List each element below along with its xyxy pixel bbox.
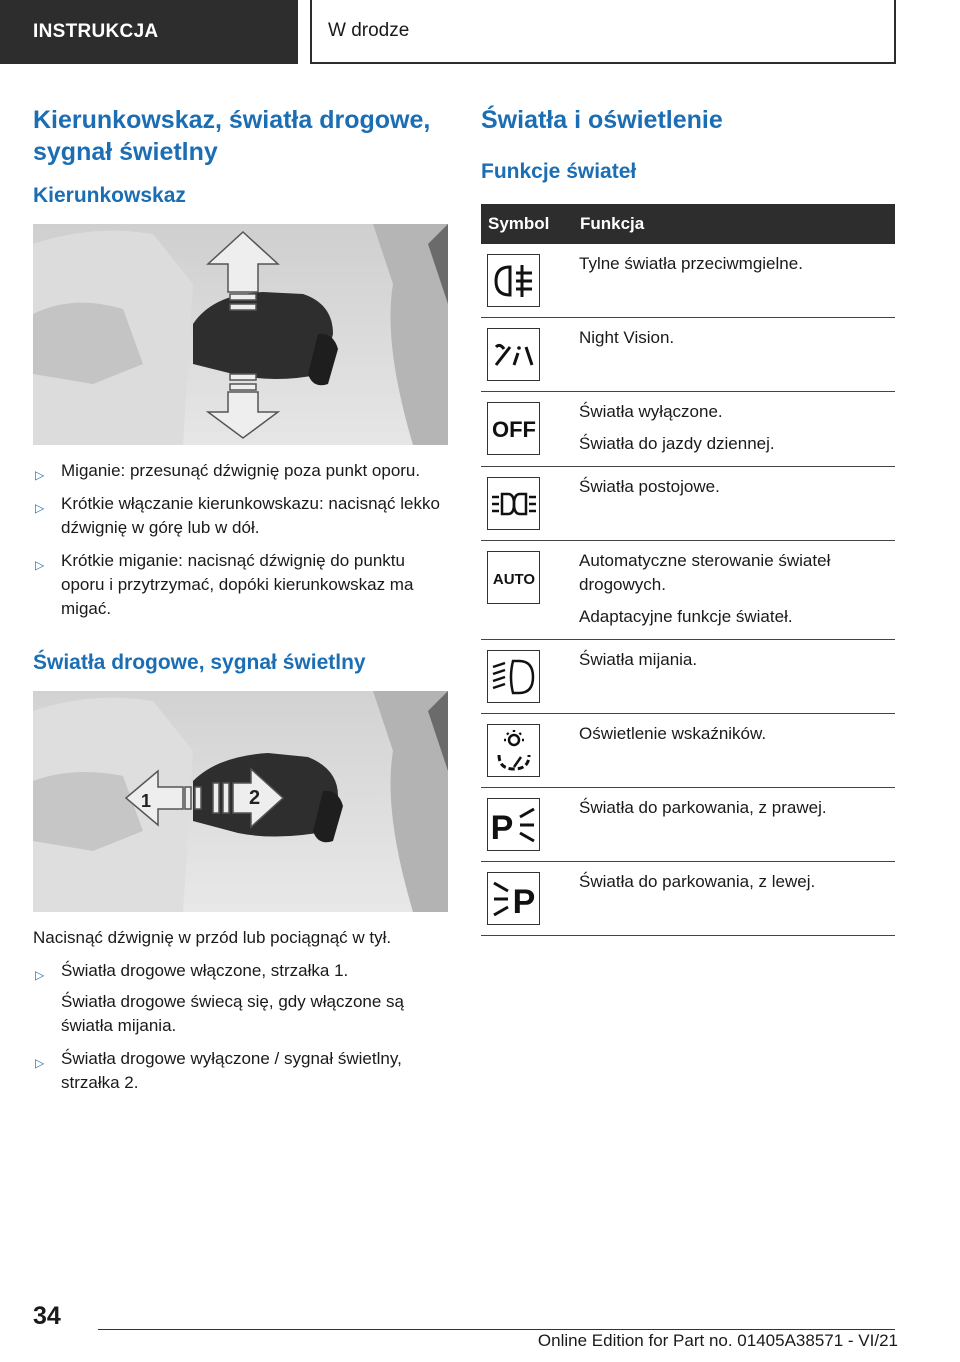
turn-signal-list xyxy=(33,459,448,621)
auto-icon xyxy=(487,551,540,604)
table-row: Night Vision. xyxy=(481,318,895,392)
list-item: ▷ Krótkie miganie: nacisnąć dźwignię do punktu oporu i przytrzymać, dopóki kierunkowskaz ma migać. xyxy=(35,551,414,618)
list-item: ▷ Światła drogowe wyłączone / sygnał świetlny, strzałka 2. xyxy=(35,1049,402,1092)
table-row: OFF Światła wyłączone. Światła do jazdy dziennej. xyxy=(481,392,895,467)
heading-turn-signal: Kierunkowskaz xyxy=(33,184,186,207)
triangle-bullet-icon: ▷ xyxy=(35,558,45,572)
list-item: ▷ Światła drogowe włączone, strzałka 1. Światła drogowe świecą się, gdy włączone są światła mijania. xyxy=(33,959,448,1038)
chapter-tab xyxy=(310,0,896,64)
triangle-bullet-icon: ▷ xyxy=(35,968,45,982)
footer-divider xyxy=(98,1329,895,1330)
svg-text:P: P xyxy=(512,882,535,921)
triangle-bullet-icon: ▷ xyxy=(35,501,45,515)
page-title-right: Światła i oświetlenie xyxy=(481,106,723,134)
right-column xyxy=(481,104,895,936)
table-header-row xyxy=(481,204,895,244)
list-item: ▷ Krótkie włączanie kierunkowskazu: nacisnąć lekko dźwignię w górę lub w dół. xyxy=(35,494,440,537)
table-row: P Światła do parkowania, z prawej. xyxy=(481,788,895,862)
arrow-1-label: 1 xyxy=(141,791,152,811)
arrow-2-label: 2 xyxy=(249,787,261,809)
triangle-bullet-icon: ▷ xyxy=(35,468,45,482)
page-number: 34 xyxy=(33,1302,61,1330)
light-functions-table xyxy=(481,204,895,936)
chapter-label: W drodze xyxy=(328,20,410,41)
rear-fog-light-icon xyxy=(487,254,540,307)
high-beam-list xyxy=(33,959,448,1095)
left-column xyxy=(33,104,448,1104)
section-label: INSTRUKCJA xyxy=(33,21,159,42)
section-tab xyxy=(0,0,298,64)
table-row: AUTO Automatyczne sterowanie świateł drogowych. Adaptacyjne funkcje świateł. xyxy=(481,541,895,640)
parking-light-right-icon xyxy=(487,798,540,851)
high-beam-lever-photo xyxy=(33,691,448,912)
table-row: P Światła do parkowania, z lewej. xyxy=(481,862,895,936)
page-title-left: Kierunkowskaz, światła drogowe, sygnał świetlny xyxy=(33,106,431,166)
col-function-header: Funkcja xyxy=(573,204,895,244)
table-row: Oświetlenie wskaźników. xyxy=(481,714,895,788)
parking-light-left-icon xyxy=(487,872,540,925)
high-beam-intro: Nacisnąć dźwignię w przód lub pociągnąć w tył. xyxy=(33,928,392,947)
col-symbol-header: Symbol xyxy=(481,204,573,244)
table-row: Światła postojowe. xyxy=(481,467,895,541)
svg-text:P: P xyxy=(490,808,513,847)
heading-light-functions: Funkcje świateł xyxy=(481,160,637,183)
instrument-lighting-icon xyxy=(487,724,540,777)
heading-high-beam: Światła drogowe, sygnał świetlny xyxy=(33,651,366,674)
low-beam-icon xyxy=(487,650,540,703)
night-vision-icon xyxy=(487,328,540,381)
svg-text:OFF: OFF xyxy=(491,416,536,442)
table-row: Światła mijania. xyxy=(481,640,895,714)
table-row: Tylne światła przeciwmgielne. xyxy=(481,244,895,318)
list-item: ▷ Miganie: przesunąć dźwignię poza punkt oporu. xyxy=(33,459,448,483)
edition-note: Online Edition for Part no. 01405A38571 - VI/21 xyxy=(537,1331,898,1350)
high-beam-note: Światła drogowe świecą się, gdy włączone są światła mijania. xyxy=(61,992,405,1035)
svg-text:AUTO: AUTO xyxy=(492,570,535,588)
header-gap xyxy=(298,0,310,64)
off-icon xyxy=(487,402,540,455)
triangle-bullet-icon: ▷ xyxy=(35,1056,45,1070)
turn-signal-lever-photo xyxy=(33,224,448,445)
parking-lights-icon xyxy=(487,477,540,530)
